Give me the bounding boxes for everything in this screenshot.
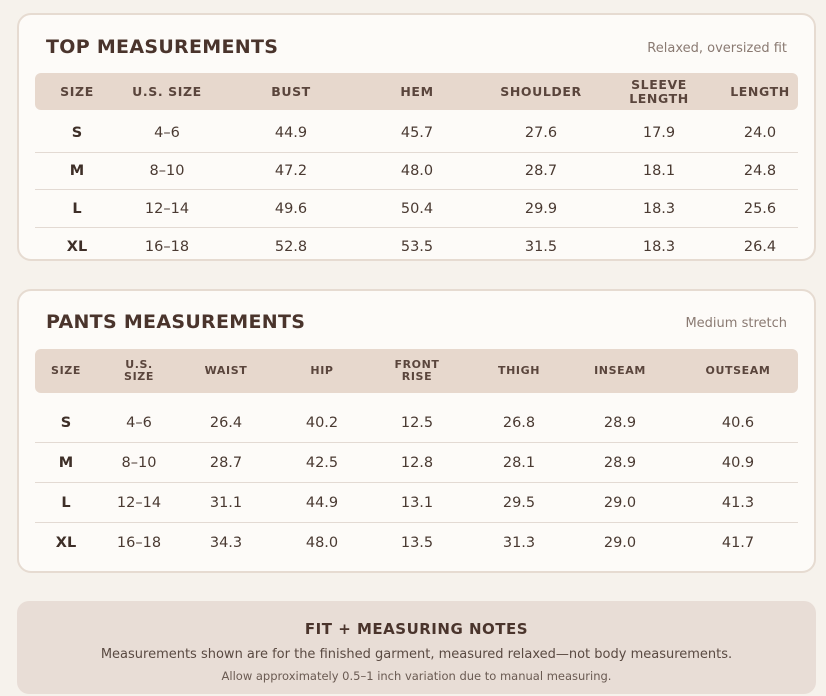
pants-title: PANTS MEASUREMENTS — [46, 311, 306, 333]
top-cell-sleeve-length: 18.1 — [642, 163, 676, 180]
top-cell-length: 25.6 — [743, 200, 777, 217]
pants-cell-hip: 42.5 — [305, 454, 339, 471]
pants-measurements-card — [17, 289, 816, 573]
top-cell-shoulder: 27.6 — [524, 125, 558, 142]
pants-cell-inseam: 29.0 — [603, 494, 637, 511]
table-row — [35, 483, 798, 523]
top-title: TOP MEASUREMENTS — [46, 36, 279, 58]
pants-cell-outseam: 40.6 — [721, 414, 755, 431]
pants-cell-waist: 26.4 — [209, 414, 243, 431]
pants-header-hip: HIP — [310, 363, 334, 377]
pants-cell-hip: 48.0 — [305, 535, 339, 551]
pants-header-outseam: OUTSEAM — [705, 363, 771, 377]
table-row — [35, 115, 798, 153]
fit-notes-panel — [17, 601, 816, 694]
top-header-sleeve-length: SLEEVE LENGTH — [629, 76, 689, 106]
pants-table-body — [35, 403, 798, 563]
notes-title: FIT + MEASURING NOTES — [304, 620, 529, 638]
pants-header-inseam: INSEAM — [594, 363, 646, 377]
pants-header-size: SIZE — [51, 363, 81, 377]
pants-cell-waist: 28.7 — [209, 454, 243, 471]
pants-cell-size: M — [58, 454, 74, 471]
pants-cell-waist: 34.3 — [209, 535, 243, 551]
top-table-header — [35, 73, 798, 110]
pants-cell-inseam: 28.9 — [603, 454, 637, 471]
top-cell-size: XL — [66, 238, 88, 255]
pants-cell-front-rise: 12.5 — [400, 414, 434, 431]
top-cell-size: S — [71, 125, 83, 142]
pants-cell-size: S — [60, 414, 72, 431]
top-header-length: LENGTH — [730, 83, 790, 99]
top-cell-shoulder: 29.9 — [524, 200, 558, 217]
top-header-u-s-size: U.S. SIZE — [132, 83, 202, 99]
pants-cell-front-rise: 13.5 — [400, 535, 434, 551]
top-cell-shoulder: 31.5 — [524, 238, 558, 255]
top-cell-size: L — [72, 200, 82, 217]
top-header-shoulder: SHOULDER — [500, 83, 582, 99]
pants-cell-hip: 44.9 — [305, 494, 339, 511]
pants-cell-front-rise: 12.8 — [400, 454, 434, 471]
top-cell-bust: 49.6 — [274, 200, 308, 217]
top-cell-u-s-size: 4–6 — [154, 125, 180, 142]
top-table-body — [35, 115, 798, 266]
top-cell-u-s-size: 16–18 — [144, 238, 190, 255]
top-cell-bust: 44.9 — [274, 125, 308, 142]
pants-cell-u-s-size: 12–14 — [116, 494, 162, 511]
notes-line-1: Measurements shown are for the finished garment, measured relaxed—not body measurements. — [100, 647, 733, 662]
notes-line-2: Allow approximately 0.5–1 inch variation due to manual measuring. — [221, 669, 612, 683]
table-row — [35, 228, 798, 266]
top-cell-hem: 53.5 — [400, 238, 434, 255]
top-header-hem: HEM — [400, 83, 434, 99]
pants-cell-front-rise: 13.1 — [400, 494, 434, 511]
pants-cell-u-s-size: 4–6 — [126, 414, 152, 431]
pants-cell-thigh: 26.8 — [502, 414, 536, 431]
pants-cell-waist: 31.1 — [209, 494, 243, 511]
top-cell-sleeve-length: 18.3 — [642, 238, 676, 255]
top-cell-hem: 48.0 — [400, 163, 434, 180]
pants-cell-inseam: 29.0 — [603, 535, 637, 551]
pants-cell-outseam: 40.9 — [721, 454, 755, 471]
pants-cell-u-s-size: 8–10 — [121, 454, 157, 471]
top-cell-u-s-size: 8–10 — [149, 163, 185, 180]
top-cell-sleeve-length: 18.3 — [642, 200, 676, 217]
pants-subtitle: Medium stretch — [685, 316, 787, 331]
pants-table-header — [35, 349, 798, 393]
top-header-size: SIZE — [60, 83, 94, 99]
top-cell-length: 24.0 — [743, 125, 777, 142]
top-cell-sleeve-length: 17.9 — [642, 125, 676, 142]
pants-cell-hip: 40.2 — [305, 414, 339, 431]
pants-cell-outseam: 41.7 — [721, 535, 755, 551]
pants-cell-outseam: 41.3 — [721, 494, 755, 511]
table-row — [35, 523, 798, 563]
table-row — [35, 443, 798, 483]
top-cell-length: 26.4 — [743, 238, 777, 255]
table-row — [35, 403, 798, 443]
pants-cell-thigh: 28.1 — [502, 454, 536, 471]
top-cell-u-s-size: 12–14 — [144, 200, 190, 217]
pants-header-waist: WAIST — [204, 363, 248, 377]
top-cell-hem: 50.4 — [400, 200, 434, 217]
top-cell-length: 24.8 — [743, 163, 777, 180]
top-header-bust: BUST — [271, 83, 311, 99]
top-cell-hem: 45.7 — [400, 125, 434, 142]
table-row — [35, 190, 798, 228]
top-cell-bust: 47.2 — [274, 163, 308, 180]
pants-cell-thigh: 31.3 — [502, 535, 536, 551]
pants-header-thigh: THIGH — [497, 363, 541, 377]
top-cell-size: M — [69, 163, 85, 180]
top-subtitle: Relaxed, oversized fit — [647, 41, 787, 56]
pants-header-u-s-size: U.S. SIZE — [124, 357, 154, 383]
pants-cell-size: XL — [55, 535, 77, 551]
top-cell-bust: 52.8 — [274, 238, 308, 255]
pants-cell-size: L — [61, 494, 71, 511]
top-cell-shoulder: 28.7 — [524, 163, 558, 180]
top-measurements-card — [17, 13, 816, 261]
pants-header-front-rise: FRONT RISE — [394, 357, 440, 383]
pants-cell-u-s-size: 16–18 — [116, 535, 162, 551]
table-row — [35, 153, 798, 191]
pants-cell-thigh: 29.5 — [502, 494, 536, 511]
pants-cell-inseam: 28.9 — [603, 414, 637, 431]
